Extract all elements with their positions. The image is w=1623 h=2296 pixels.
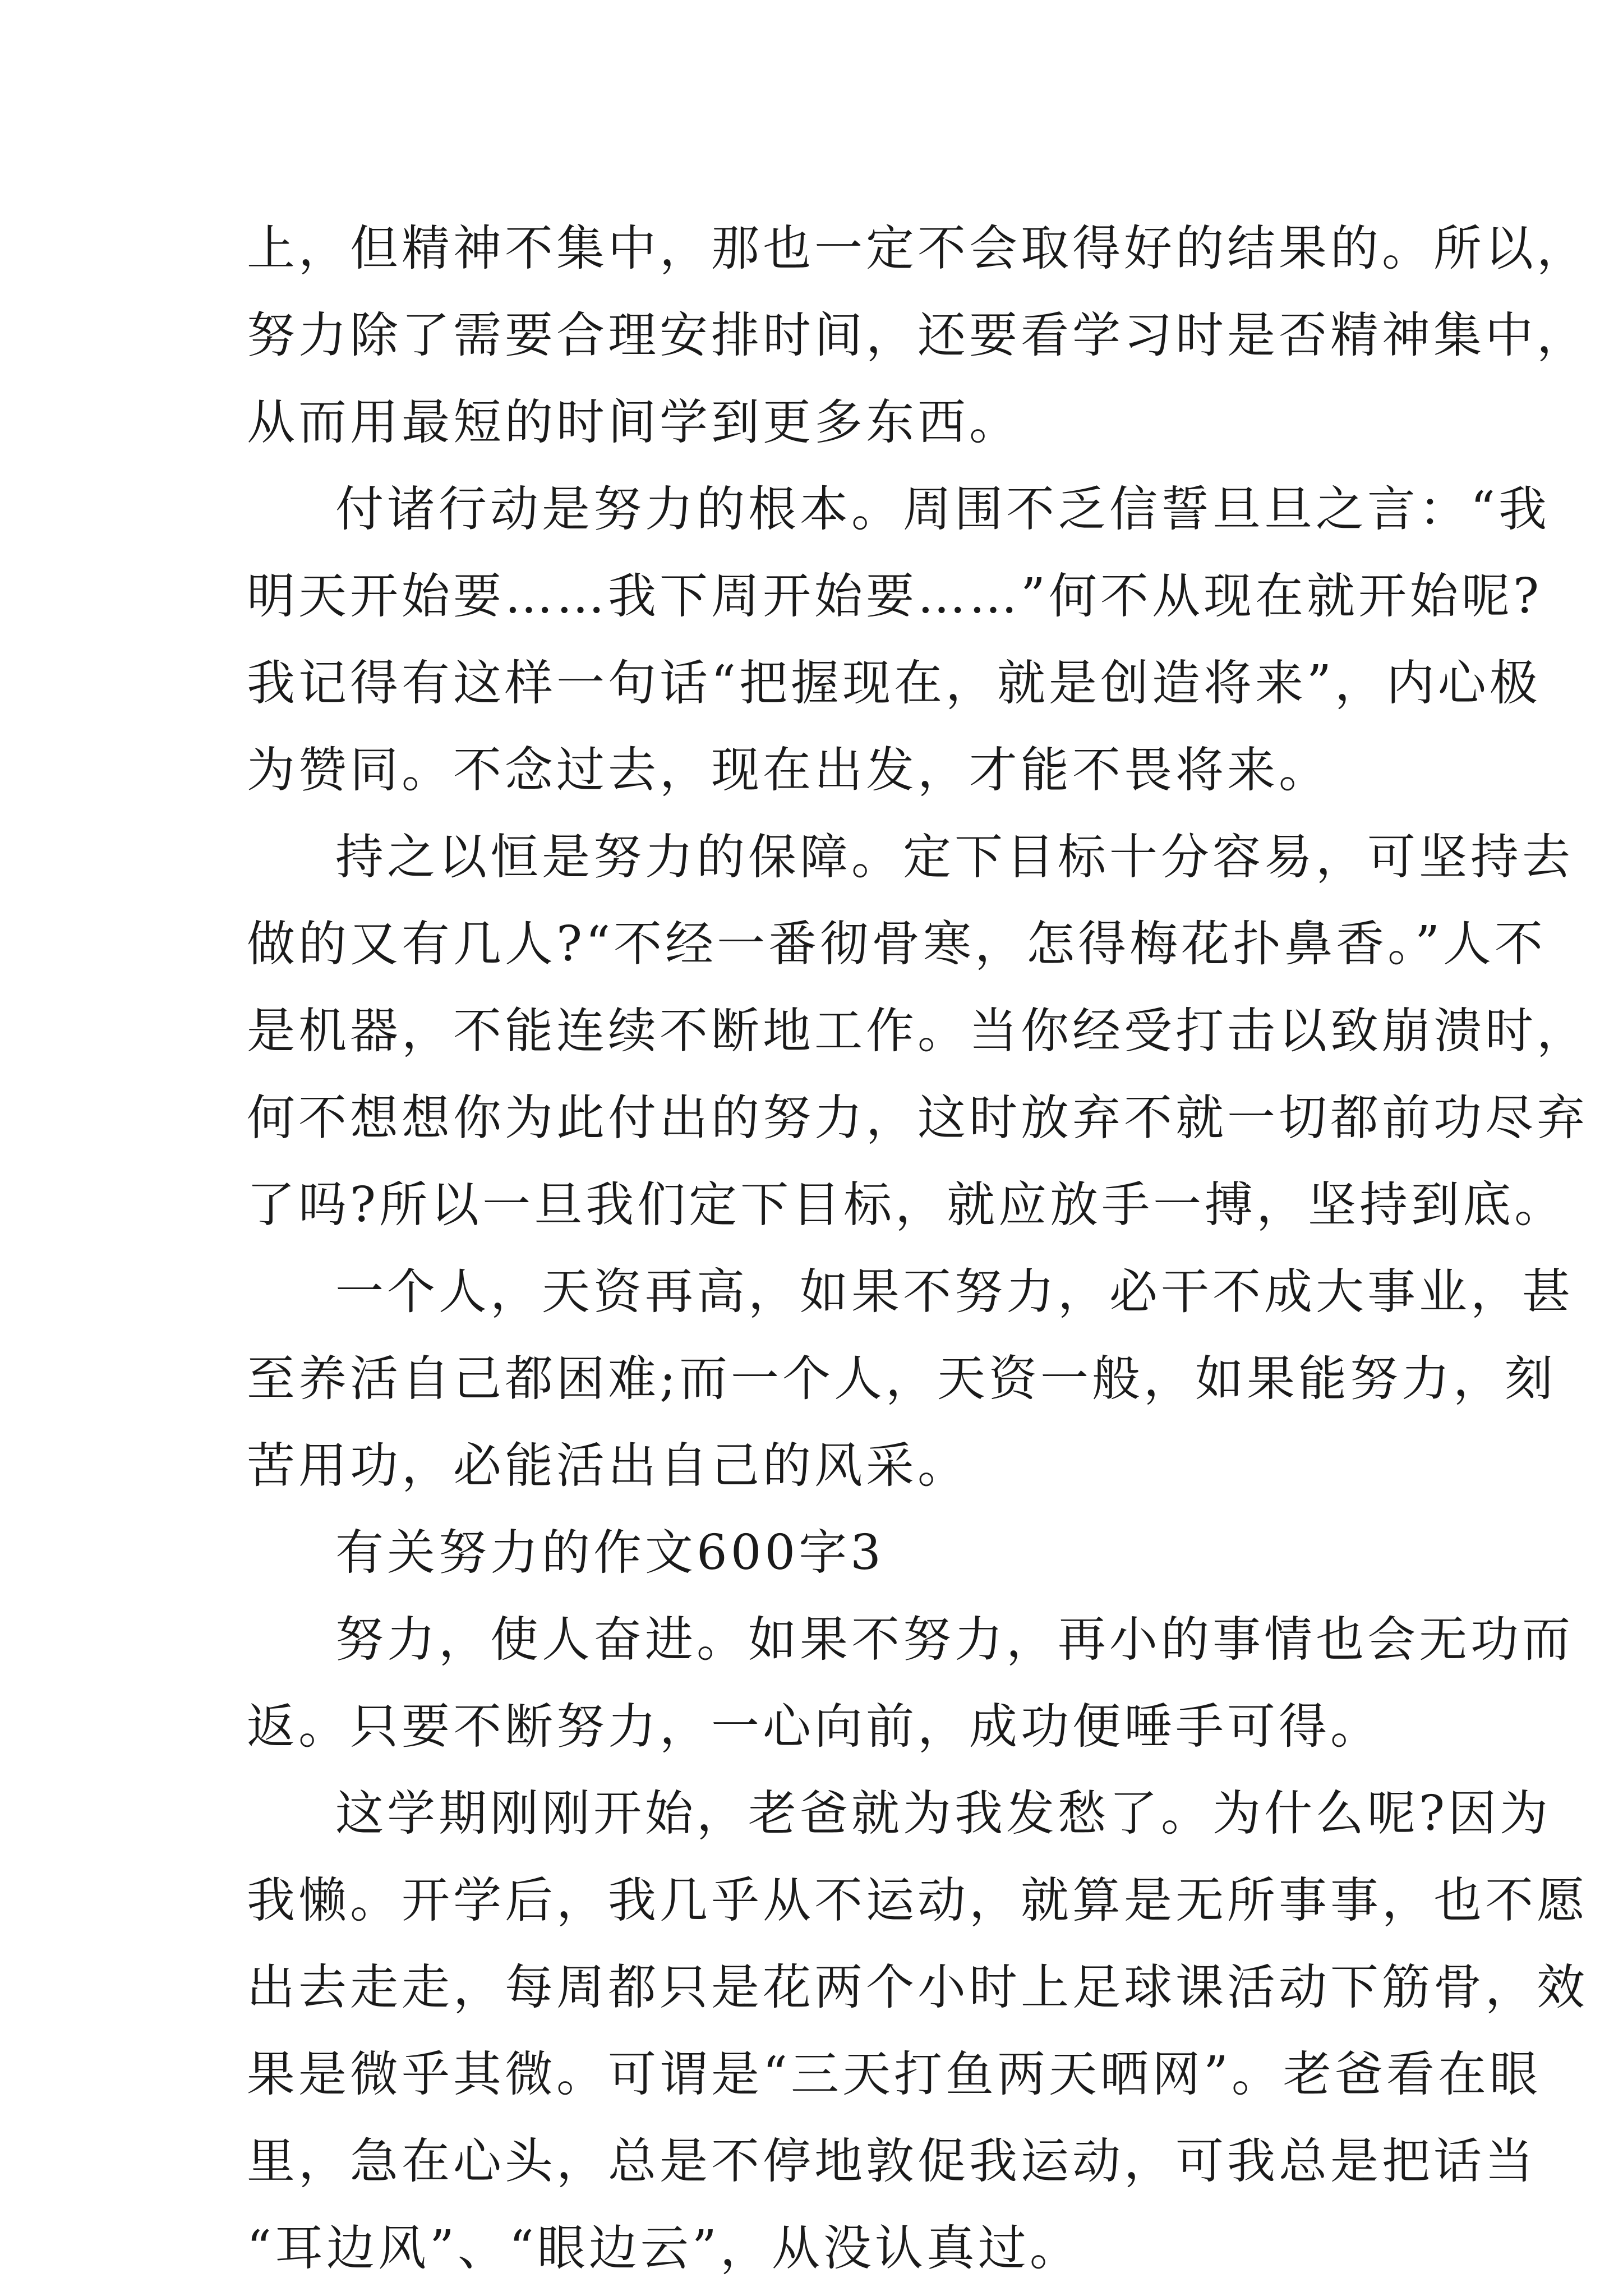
text-line: 何不想想你为此付出的努力，这时放弃不就一切都前功尽弃	[247, 1090, 1588, 1146]
text-line: 上，但精神不集中，那也一定不会取得好的结果的。所以，	[247, 220, 1588, 277]
text-line: 努力除了需要合理安排时间，还要看学习时是否精神集中，	[247, 307, 1588, 364]
text-line: 从而用最短的时间学到更多东西。	[247, 394, 1021, 450]
text-line: 这学期刚刚开始，老爸就为我发愁了。为什么呢?因为	[335, 1786, 1552, 1842]
text-line: “耳边风”、“眼边云”，从没认真过。	[247, 2220, 1081, 2276]
text-line: 持之以恒是努力的保障。定下目标十分容易，可坚持去	[335, 829, 1574, 885]
text-line: 我记得有这样一句话“把握现在，就是创造将来”，内心极	[247, 655, 1541, 711]
text-line: 明天开始要……我下周开始要……”何不从现在就开始呢?	[247, 568, 1543, 624]
section-heading: 有关努力的作文600字3	[335, 1525, 884, 1581]
text-line: 做的又有几人?“不经一番彻骨寒，怎得梅花扑鼻香。”人不	[247, 916, 1547, 972]
text-line: 努力，使人奋进。如果不努力，再小的事情也会无功而	[335, 1612, 1574, 1668]
text-line: 返。只要不断努力，一心向前，成功便唾手可得。	[247, 1699, 1382, 1755]
text-line: 里，急在心头，总是不停地敦促我运动，可我总是把话当	[247, 2133, 1537, 2189]
text-line: 一个人，天资再高，如果不努力，必干不成大事业，甚	[335, 1264, 1574, 1320]
text-line: 果是微乎其微。可谓是“三天打鱼两天晒网”。老爸看在眼	[247, 2046, 1541, 2102]
text-line: 苦用功，必能活出自己的风采。	[247, 1438, 969, 1494]
text-line: 我懒。开学后，我几乎从不运动，就算是无所事事，也不愿	[247, 1872, 1588, 1929]
text-line: 为赞同。不念过去，现在出发，才能不畏将来。	[247, 742, 1330, 798]
text-line: 了吗?所以一旦我们定下目标，就应放手一搏，坚持到底。	[247, 1177, 1566, 1233]
text-line: 是机器，不能连续不断地工作。当你经受打击以致崩溃时，	[247, 1003, 1588, 1059]
text-line: 至养活自己都困难;而一个人，天资一般，如果能努力，刻	[247, 1351, 1556, 1407]
text-line: 付诸行动是努力的根本。周围不乏信誓旦旦之言：“我	[335, 481, 1550, 537]
text-line: 出去走走，每周都只是花两个小时上足球课活动下筋骨，效	[247, 1959, 1588, 2016]
